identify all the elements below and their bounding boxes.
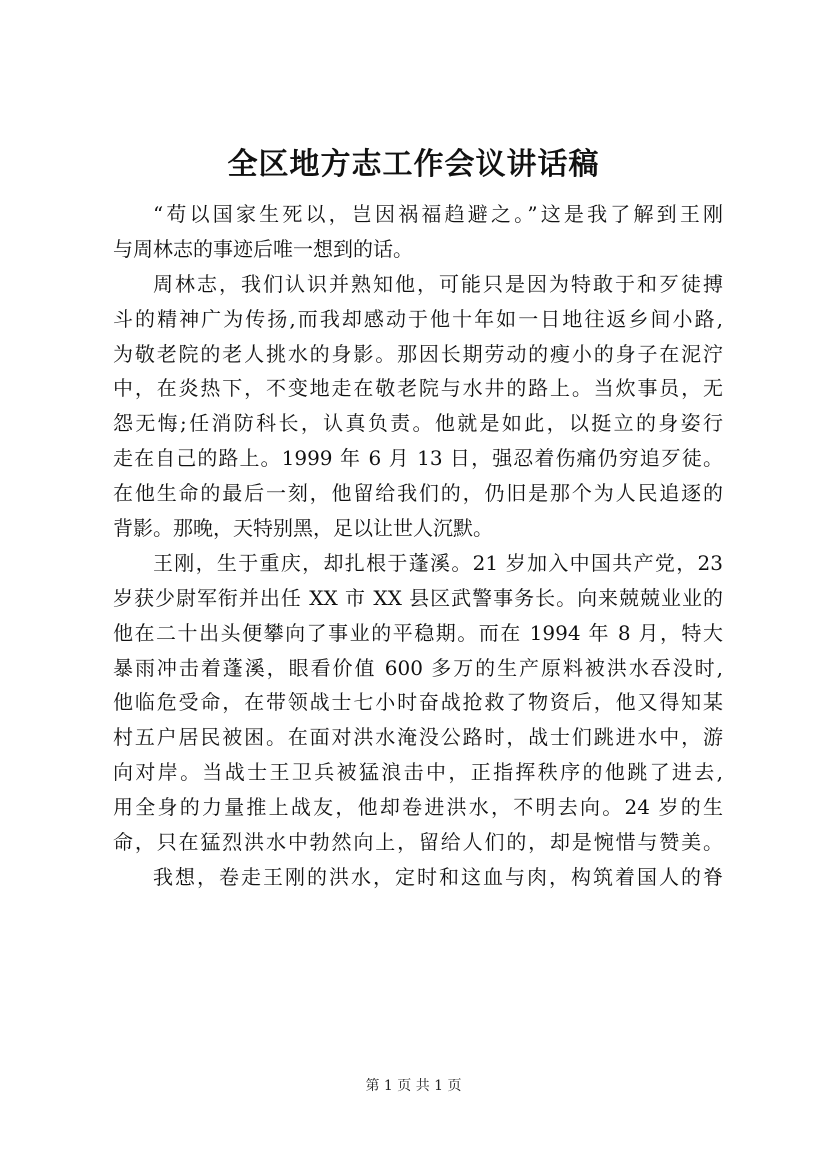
text-line: 他临危受命，在带领战士七小时奋战抢救了物资后，他又得知某 <box>113 690 723 715</box>
text-line: 背影。那晚，天特别黑，足以让世人沉默。 <box>113 516 493 541</box>
text-line: 命，只在猛烈洪水中勃然向上，留给人们的，却是惋惜与赞美。 <box>113 830 723 855</box>
text-line: 王刚，生于重庆，却扎根于蓬溪。21 岁加入中国共产党，23 <box>153 550 723 575</box>
text-line: 用全身的力量推上战友，他却卷进洪水，不明去向。24 岁的生 <box>113 795 723 820</box>
text-line: 暴雨冲击着蓬溪，眼看价值 600 多万的生产原料被洪水吞没时, <box>113 655 723 680</box>
document-body <box>113 197 723 895</box>
text-line: “苟以国家生死以，岂因祸福趋避之。”这是我了解到王刚 <box>153 202 723 226</box>
page-footer: 第 1 页 共 1 页 <box>365 1078 462 1094</box>
text-line: 中，在炎热下，不变地走在敬老院与水井的路上。当炊事员，无 <box>113 376 723 401</box>
text-line: 在他生命的最后一刻，他留给我们的，仍旧是那个为人民追逐的 <box>113 481 723 506</box>
text-line: 怨无悔;任消防科长，认真负责。他就是如此，以挺立的身姿行 <box>113 411 723 436</box>
text-line: 斗的精神广为传扬,而我却感动于他十年如一日地往返乡间小路, <box>113 306 723 331</box>
text-line: 他在二十出头便攀向了事业的平稳期。而在 1994 年 8 月，特大 <box>113 620 723 645</box>
text-line: 我想，卷走王刚的洪水，定时和这血与肉，构筑着国人的脊 <box>153 864 723 889</box>
text-line: 村五户居民被困。在面对洪水淹没公路时，战士们跳进水中，游 <box>113 725 723 750</box>
text-line: 向对岸。当战士王卫兵被猛浪击中，正指挥秩序的他跳了进去, <box>113 760 723 785</box>
text-line: 为敬老院的老人挑水的身影。那因长期劳动的瘦小的身子在泥泞 <box>113 341 723 366</box>
document-title: 全区地方志工作会议讲话稿 <box>227 147 600 182</box>
text-line: 岁获少尉军衔并出任 XX 市 XX 县区武警事务长。向来兢兢业业的 <box>113 585 723 610</box>
text-line: 走在自己的路上。1999 年 6 月 13 日，强忍着伤痛仍穷追歹徒。 <box>113 446 723 471</box>
text-line: 周林志，我们认识并熟知他，可能只是因为特敢于和歹徒搏 <box>153 271 723 296</box>
text-line: 与周林志的事迹后唯一想到的话。 <box>113 236 413 261</box>
